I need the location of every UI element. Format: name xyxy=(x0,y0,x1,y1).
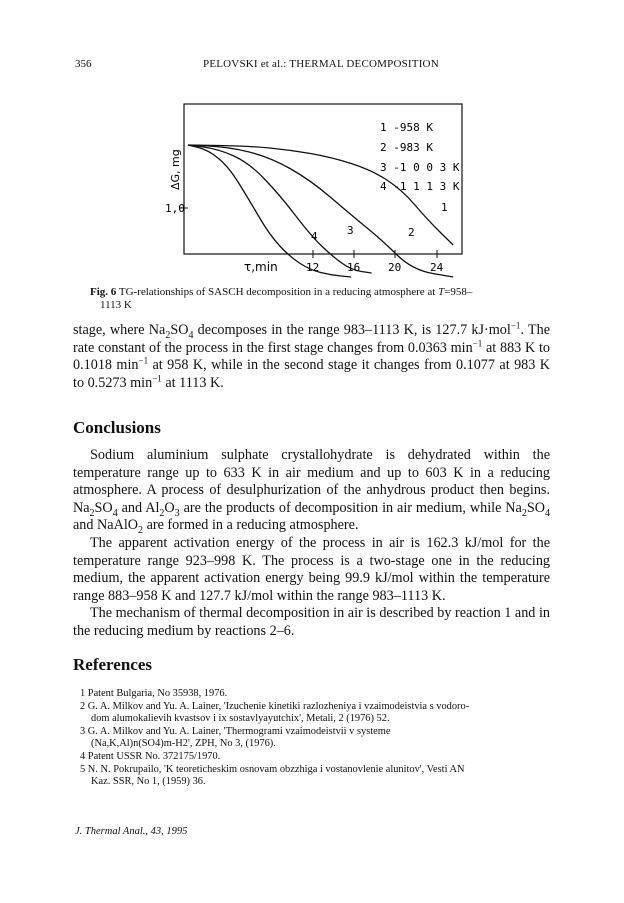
curve-label-2: 2 xyxy=(408,226,415,239)
curve-label-4: 4 xyxy=(311,230,318,243)
legend-item-2: 2 -983 K xyxy=(380,141,433,154)
caption-variable: T xyxy=(438,286,445,298)
conclusions-heading: Conclusions xyxy=(73,418,161,437)
references-list xyxy=(80,688,550,789)
conclusion-paragraph-3: The mechanism of thermal decomposition in air is described by reaction 1 and in the reducing medium by reactions 2–6. xyxy=(73,605,550,639)
caption-continuation: 1113 K xyxy=(100,299,132,311)
caption-range: =958– xyxy=(444,286,473,298)
reference-item: 4 Patent USSR No. 372175/1970. xyxy=(80,750,221,762)
x-tick-label: 16 xyxy=(347,261,361,274)
reference-item: 2 G. A. Milkov and Yu. A. Lainer, 'Izuchenie kinetiki razlozheniya i vzaimodeistvia s vodoro- dom alumokalievih kvastsov i ix sostavlyayutchix', Metali, 2 (1976) 52. xyxy=(80,700,470,725)
curve-label-1: 1 xyxy=(441,201,448,214)
tg-figure xyxy=(0,0,624,290)
journal-footer: J. Thermal Anal., 43, 1995 xyxy=(75,826,188,837)
references-heading: References xyxy=(73,655,152,674)
paragraph-stage: stage, where $Na_2SO_4$ decomposes in the range 983–1113 K, is 127.7 kJ·mol$^{-1}$. The rate constant of the process in the first stage changes from 0.0363 $\min^{-1}$ at 883 K to 0.1018 $\min^{-1}$ at 958 K, while in the second stage it changes from 0.1077 at 983 K to 0.5273 $\min^{-1}$ at 1113 K. xyxy=(73,320,551,391)
page-number: 356 xyxy=(75,58,92,70)
y-axis-label: ΔG, mg xyxy=(169,149,182,190)
x-tick-label: 20 xyxy=(388,261,402,274)
figure-caption xyxy=(90,286,550,312)
legend-item-4: 4 -1 1 1 3 K xyxy=(380,180,460,193)
legend-item-3: 3 -1 0 0 3 K xyxy=(380,161,460,174)
caption-text: TG-relationships of SASCH decomposition in a reducing atmosphere at xyxy=(118,286,436,298)
reference-item: 5 N. N. Pokrupailo, 'K teoreticheskim osnovam obzzhiga i vostanovlenie alunitov', Vesti AN Kaz. SSR, No 1, (1959) 36. xyxy=(80,763,465,788)
conclusion-paragraph-1: Sodium aluminium sulphate crystallohydrate is dehydrated within the temperature range up to 633 K in air medium and up to 603 K in a reducing atmosphere. A process of desulphurization of the anhydrous product then begins. $Na_2SO_4$ and $Al_2O_3$ are the products of decomposition in air medium, while $Na_2SO_4$ and NaAlO$_2$ are formed in a reducing atmosphere. xyxy=(73,447,550,537)
reference-item: 1 Patent Bulgaria, No 35938, 1976. xyxy=(80,688,228,699)
conclusions-body xyxy=(73,447,550,641)
tg-curve-4 xyxy=(188,145,351,277)
curve-label-3: 3 xyxy=(347,224,354,237)
caption-label: Fig. 6 xyxy=(90,286,117,298)
legend-item-1: 1 -958 K xyxy=(380,121,433,134)
reference-item: 3 G. A. Milkov and Yu. A. Lainer, 'Thermogrami vzaimodeistvii v systeme (Na,K,Al)n(SO4)m-H2', ZPH, No 3, (1976). xyxy=(80,725,391,750)
conclusion-paragraph-2: The apparent activation energy of the process in air is 162.3 kJ/mol for the temperature range 923–998 K. The process is a two-stage one in the reducing medium, the apparent activation energy being 99.9 kJ/mol within the temperature range 883–958 K and 127.7 kJ/mol within the range 983–1113 K. xyxy=(73,534,550,604)
running-title: PELOVSKI et al.: THERMAL DECOMPOSITION xyxy=(203,58,439,70)
y-tick-label: 1,0 xyxy=(165,202,185,215)
x-axis-label: τ,min xyxy=(244,260,278,274)
legend xyxy=(380,121,460,193)
curve-labels xyxy=(311,201,448,243)
x-tick-label: 24 xyxy=(430,261,444,274)
x-tick-label: 12 xyxy=(306,261,320,274)
